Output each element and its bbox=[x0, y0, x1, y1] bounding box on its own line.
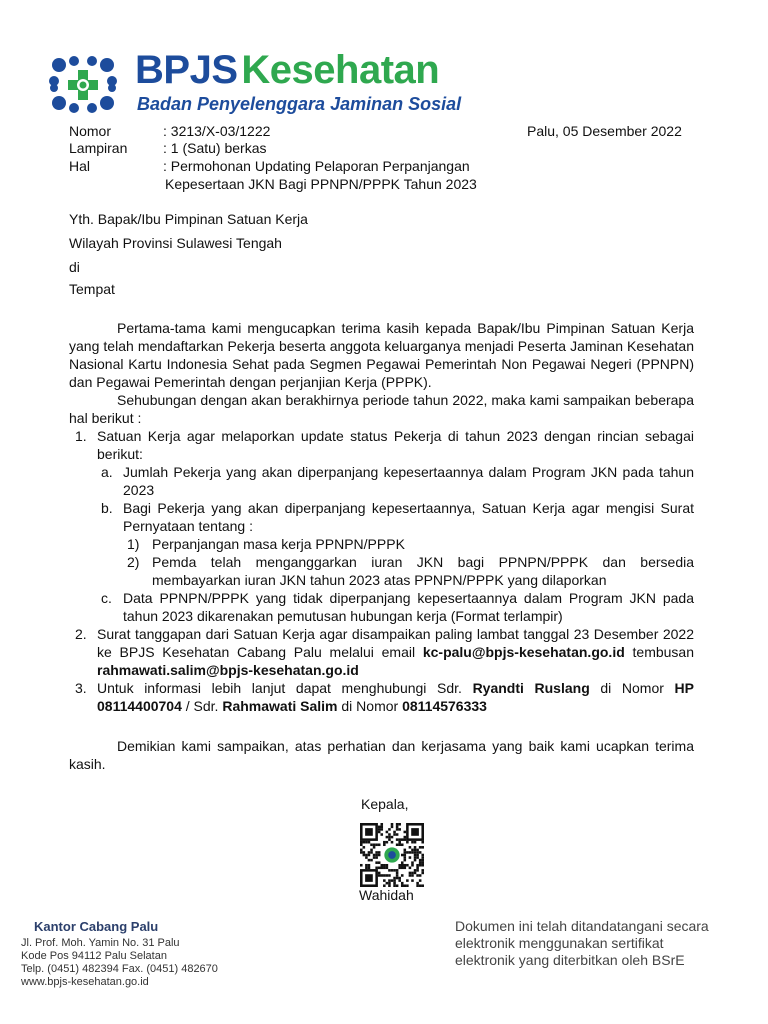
item3-text-1: Untuk informasi lebih lanjut dapat menghubungi Sdr. bbox=[97, 680, 473, 696]
item3-text-4: di Nomor bbox=[337, 698, 403, 714]
office-address-line1: Jl. Prof. Moh. Yamin No. 31 Palu bbox=[21, 937, 180, 949]
letter-body bbox=[69, 319, 694, 773]
sub-item-letter: b. bbox=[101, 500, 113, 516]
address-line2: Wilayah Provinsi Sulawesi Tengah bbox=[69, 235, 282, 251]
sub-sub-item-number: 2) bbox=[127, 554, 140, 570]
contact-name-2: Rahmawati Salim bbox=[222, 698, 338, 714]
email-kc-palu: kc-palu@bpjs-kesehatan.go.id bbox=[422, 644, 625, 660]
sub-sub-item-2 bbox=[69, 553, 694, 589]
item3-text-2: di Nomor bbox=[589, 680, 675, 696]
hal-value-line1: : Permohonan Updating Pelaporan Perpanjangan bbox=[163, 158, 470, 174]
address-line3: di bbox=[69, 259, 80, 275]
contact-phone-1: HP 08114400704 bbox=[97, 680, 694, 714]
esign-line3: elektronik yang diterbitkan oleh BSrE bbox=[455, 952, 685, 968]
qr-code-signature-icon bbox=[360, 823, 424, 887]
address-line4: Tempat bbox=[69, 281, 115, 297]
list-number: 1. bbox=[75, 428, 87, 444]
nomor-value: : 3213/X-03/1222 bbox=[163, 123, 271, 139]
item3-text-3: / Sdr. bbox=[181, 698, 223, 714]
signer-name: Wahidah bbox=[359, 887, 414, 903]
contact-phone-2: 08114576333 bbox=[402, 698, 487, 714]
brand-name bbox=[135, 49, 439, 91]
office-website: www.bpjs-kesehatan.go.id bbox=[21, 976, 149, 988]
sub-item-text: Jumlah Pekerja yang akan diperpanjang kepesertaannya dalam Program JKN pada tahun 2023 bbox=[123, 464, 694, 498]
list-item-text: Satuan Kerja agar melaporkan update status Pekerja di tahun 2023 dengan rincian sebagai berikut: bbox=[97, 428, 694, 462]
body-paragraph-2: Sehubungan dengan akan berakhirnya periode tahun 2022, maka kami sampaikan beberapa hal berikut : bbox=[69, 392, 694, 426]
nomor-label: Nomor bbox=[69, 123, 112, 139]
sub-sub-item-text: Pemda telah menganggarkan iuran JKN bagi PPNPN/PPPK dan bersedia membayarkan iuran JKN tahun 2023 atas PPNPN/PPPK yang dilaporkan bbox=[152, 554, 694, 588]
office-address-line2: Kode Pos 94112 Palu Selatan bbox=[21, 950, 167, 962]
list-item-text bbox=[97, 680, 694, 714]
address-line1: Yth. Bapak/Ibu Pimpinan Satuan Kerja bbox=[69, 211, 308, 227]
sub-item-text: Data PPNPN/PPPK yang tidak diperpanjang kepesertaannya dalam Program JKN pada tahun 2023 dikarenakan pemutusan hubungan kerja (Format terlampir) bbox=[123, 590, 694, 624]
contact-name-1: Ryandti Ruslang bbox=[472, 680, 590, 696]
bpjs-logo-icon bbox=[46, 52, 120, 116]
sub-sub-item-text: Perpanjangan masa kerja PPNPN/PPPK bbox=[152, 536, 405, 552]
hal-value-line2: Kepesertaan JKN Bagi PPNPN/PPPK Tahun 2023 bbox=[165, 176, 477, 192]
brand-tagline: Badan Penyelenggara Jaminan Sosial bbox=[137, 94, 462, 114]
list-item-3 bbox=[69, 679, 694, 715]
lampiran-value: : 1 (Satu) berkas bbox=[163, 140, 267, 156]
lampiran-label: Lampiran bbox=[69, 140, 128, 156]
sub-item-b bbox=[69, 499, 694, 535]
sub-item-a bbox=[69, 463, 694, 499]
list-item-1 bbox=[69, 427, 694, 463]
office-phone: Telp. (0451) 482394 Fax. (0451) 482670 bbox=[21, 963, 218, 975]
letter-date: Palu, 05 Desember 2022 bbox=[527, 123, 682, 139]
list-item-2 bbox=[69, 625, 694, 679]
hal-label: Hal bbox=[69, 158, 91, 174]
office-title: Kantor Cabang Palu bbox=[34, 919, 159, 934]
signature-title: Kepala, bbox=[361, 796, 409, 812]
sub-sub-item-number: 1) bbox=[127, 536, 140, 552]
sub-item-letter: c. bbox=[101, 590, 112, 606]
item2-text-middle: tembusan bbox=[624, 644, 694, 660]
esign-line2: elektronik menggunakan sertifikat bbox=[455, 935, 664, 951]
sub-item-letter: a. bbox=[101, 464, 113, 480]
sub-item-c bbox=[69, 589, 694, 625]
list-number: 3. bbox=[75, 680, 87, 696]
closing-paragraph: Demikian kami sampaikan, atas perhatian dan kerjasama yang baik kami ucapkan terima kasih. bbox=[69, 738, 694, 772]
list-number: 2. bbox=[75, 626, 87, 642]
brand-part-bpjs: BPJS bbox=[135, 48, 238, 92]
sub-sub-item-1 bbox=[69, 535, 694, 553]
sub-item-text: Bagi Pekerja yang akan diperpanjang kepesertaannya, Satuan Kerja agar mengisi Surat Pernyataan tentang : bbox=[123, 500, 694, 534]
list-item-text bbox=[97, 626, 694, 678]
esign-line1: Dokumen ini telah ditandatangani secara bbox=[455, 918, 709, 934]
electronic-signature-notice bbox=[455, 918, 745, 969]
body-paragraph-1: Pertama-tama kami mengucapkan terima kasih kepada Bapak/Ibu Pimpinan Satuan Kerja yang telah mendaftarkan Pekerja beserta anggota keluarganya menjadi Peserta Jaminan Kesehatan Nasional Kartu Indonesia Sehat pada Segmen Pegawai Pemerintah Non Pegawai Negeri (PPNPN) dan Pegawai Pemerintah dengan perjanjian Kerja (PPPK). bbox=[69, 320, 694, 390]
item2-text-before: Surat tanggapan dari Satuan Kerja agar disampaikan paling lambat tanggal 23 Desember 2022 ke BPJS Kesehatan Cabang Palu melalui email bbox=[97, 626, 694, 660]
email-rahmawati: rahmawati.salim@bpjs-kesehatan.go.id bbox=[97, 662, 359, 678]
brand-part-kesehatan: Kesehatan bbox=[241, 48, 440, 92]
